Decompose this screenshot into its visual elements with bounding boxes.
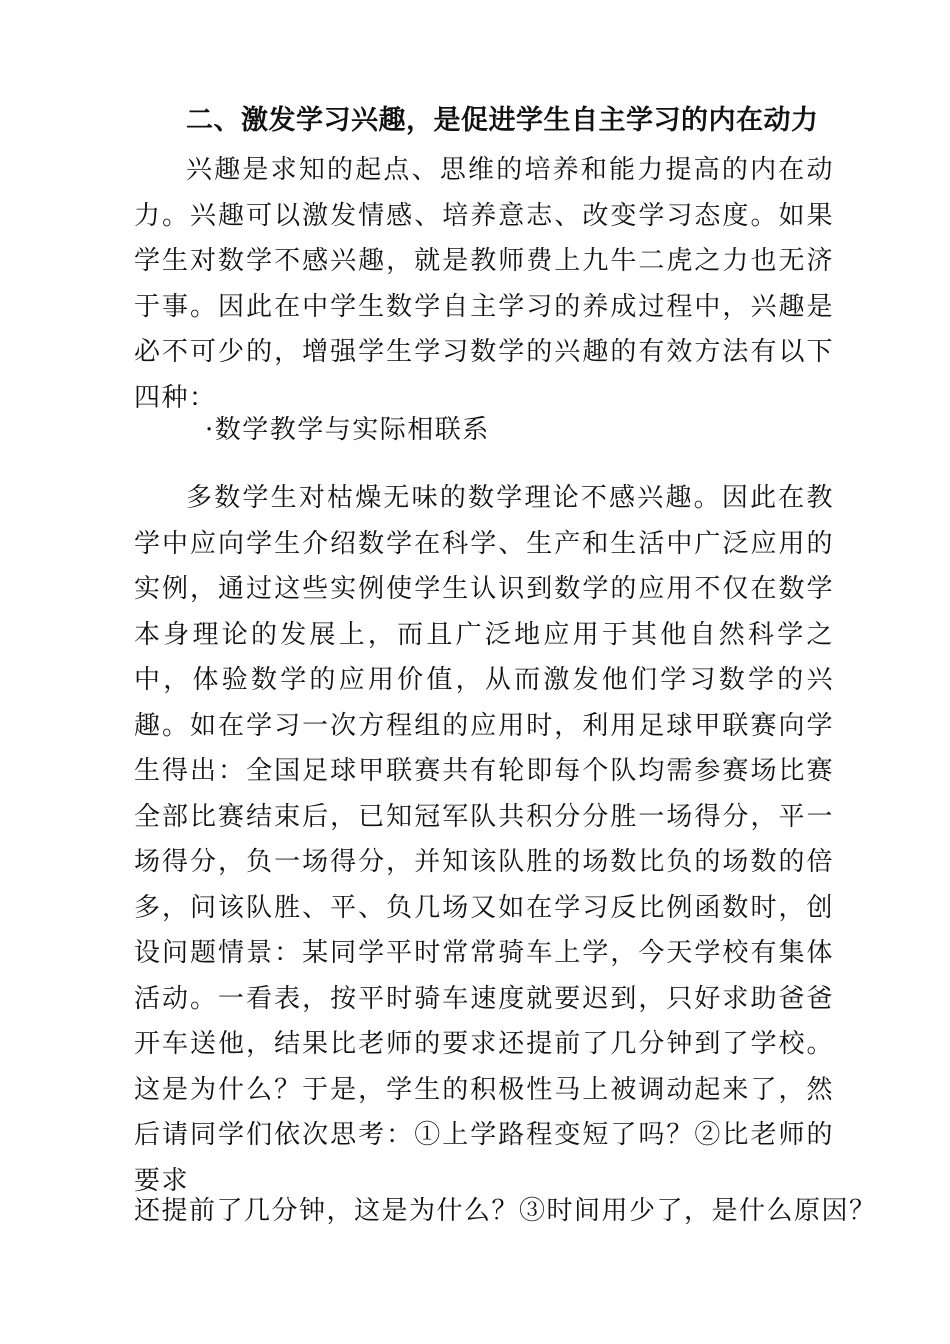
paragraph-interest-intro: 兴趣是求知的起点、思维的培养和能力提高的内在动力。兴趣可以激发情感、培养意志、改变学习态度。如果学生对数学不感兴趣，就是教师费上九牛二虎之力也无济于事。因此在中学生数学自主学习的养成过程中，兴趣是必不可少的，增强学生学习数学的兴趣的有效方法有以下四种： (134, 155, 834, 413)
subheading-math-and-practice: ·数学教学与实际相联系 (205, 415, 490, 445)
paragraph-examples: 多数学生对枯燥无味的数学理论不感兴趣。因此在教学中应向学生介绍数学在科学、生产和生活中广泛应用的实例，通过这些实例使学生认识到数学的应用不仅在数学本身理论的发展上，而且广泛地应用于其他自然科学之中，体验数学的应用价值，从而激发他们学习数学的兴趣。如在学习一次方程组的应用时，利用足球甲联赛向学生得出：全国足球甲联赛共有轮即每个队均需参赛场比赛全部比赛结束后，已知冠军队共积分分胜一场得分，平一场得分，负一场得分，并知该队胜的场数比负的场数的倍多，问该队胜、平、负几场又如在学习反比例函数时，创设问题情景：某同学平时常常骑车上学，今天学校有集体活动。一看表，按平时骑车速度就要迟到，只好求助爸爸开车送他，结果比老师的要求还提前了几分钟到了学校。这是为什么？于是，学生的积极性马上被调动起来了，然后请同学们依次思考：①上学路程变短了吗？②比老师的要求 (134, 483, 834, 1196)
paragraph-continuation: 还提前了几分钟，这是为什么？③时间用少了，是什么原因？ (134, 1196, 877, 1226)
section-heading: 二、激发学习兴趣，是促进学生自主学习的内在动力 (186, 105, 819, 136)
